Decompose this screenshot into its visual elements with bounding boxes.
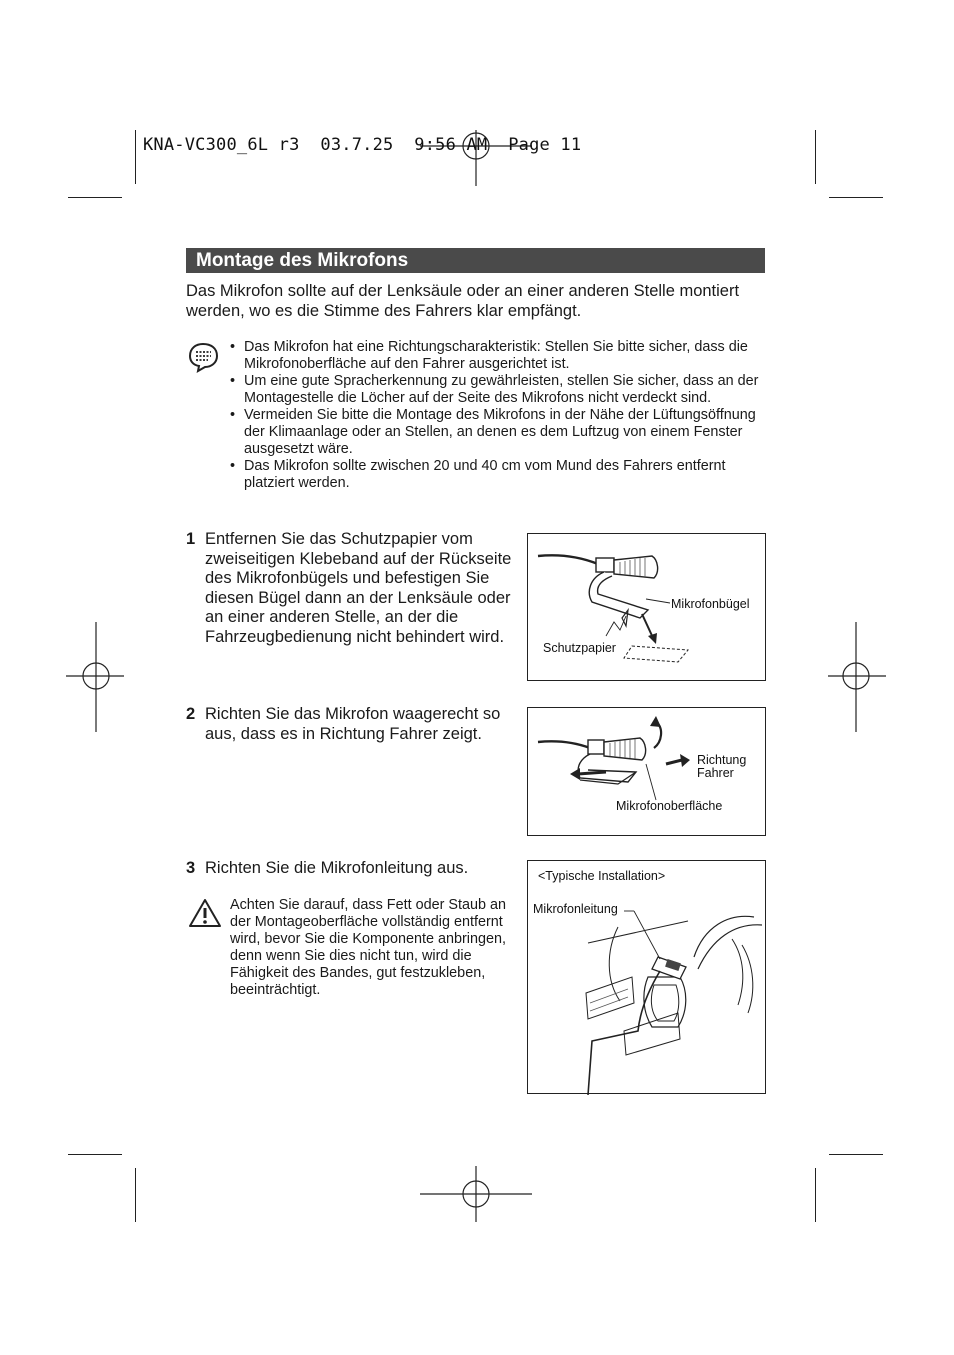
label-richtung: Richtung bbox=[697, 753, 747, 767]
crop-mark bbox=[829, 1154, 883, 1155]
list-item: • Um eine gute Spracherkennung zu gewährleisten, stellen Sie sicher, dass an der Montagestelle die Löcher auf der Seite des Mikrofons nicht verdeckt sind. bbox=[230, 373, 775, 407]
intro-paragraph: Das Mikrofon sollte auf der Lenksäule oder an einer anderen Stelle montiert werden, wo es die Stimme des Fahrers klar empfängt. bbox=[186, 282, 740, 320]
step-text: Entfernen Sie das Schutzpapier vom zweiseitigen Klebeband auf der Rückseite des Mikrofonbügels und befestigen Sie diesen Bügel dann an der Lenksäule oder an einer anderen Stelle, an der die Fahrzeugbedienung nicht behindert wird. bbox=[205, 530, 512, 646]
registration-mark-icon bbox=[828, 622, 886, 732]
registration-mark-icon bbox=[420, 1166, 532, 1222]
label-typische-installation: <Typische Installation> bbox=[538, 869, 666, 883]
figure-microphone-direction bbox=[527, 707, 766, 836]
label-mikrofonleitung: Mikrofonleitung bbox=[533, 902, 618, 916]
notes-list bbox=[230, 339, 775, 492]
registration-mark-icon bbox=[66, 622, 124, 732]
caution-text: Achten Sie darauf, dass Fett oder Staub an der Montageoberfläche vollständig entfernt wird, bevor Sie die Komponente anbringen, denn wenn Sie dies nicht tun, wird die Fähigkeit des Bandes, gut festzukleben, beeinträchtigt. bbox=[230, 897, 506, 998]
list-item: • Das Mikrofon hat eine Richtungscharakteristik: Stellen Sie bitte sicher, dass die Mikrofonoberfläche auf den Fahrer ausgerichtet ist. bbox=[230, 339, 775, 373]
step-number: 3 bbox=[186, 859, 196, 877]
label-schutzpapier: Schutzpapier bbox=[543, 641, 616, 655]
crop-mark bbox=[68, 1154, 122, 1155]
caution-icon bbox=[188, 898, 222, 928]
crop-mark bbox=[68, 197, 122, 198]
figure-mounting-bracket bbox=[527, 533, 766, 681]
label-fahrer: Fahrer bbox=[697, 766, 734, 780]
crop-mark bbox=[815, 130, 816, 184]
crop-mark bbox=[135, 130, 136, 184]
section-title: Montage des Mikrofons bbox=[186, 248, 765, 273]
step-number: 2 bbox=[186, 705, 196, 723]
note-icon bbox=[186, 340, 220, 374]
figure-typical-installation bbox=[527, 860, 766, 1094]
crop-mark bbox=[829, 197, 883, 198]
installation-illustration bbox=[528, 861, 767, 1095]
step-number: 1 bbox=[186, 530, 196, 548]
list-item: • Das Mikrofon sollte zwischen 20 und 40 cm vom Mund des Fahrers entfernt platziert werden. bbox=[230, 458, 775, 492]
crop-mark bbox=[135, 1168, 136, 1222]
crop-mark bbox=[815, 1168, 816, 1222]
step-text: Richten Sie das Mikrofon waagerecht so aus, dass es in Richtung Fahrer zeigt. bbox=[205, 705, 501, 743]
step-2 bbox=[186, 705, 516, 744]
label-mikrofonbuegel: Mikrofonbügel bbox=[671, 597, 750, 611]
step-1 bbox=[186, 530, 516, 647]
step-3 bbox=[186, 859, 516, 879]
step-text: Richten Sie die Mikrofonleitung aus. bbox=[205, 859, 469, 877]
list-item: • Vermeiden Sie bitte die Montage des Mikrofons in der Nähe der Lüftungsöffnung der Klimaanlage oder an Stellen, an denen es dem Luftzug von einem Fenster ausgesetzt wäre. bbox=[230, 407, 775, 458]
label-mikrofonoberflaeche: Mikrofonoberfläche bbox=[616, 799, 723, 813]
slug-line: KNA-VC300_6L r3 03.7.25 9:56 AM Page 11 bbox=[143, 135, 582, 155]
